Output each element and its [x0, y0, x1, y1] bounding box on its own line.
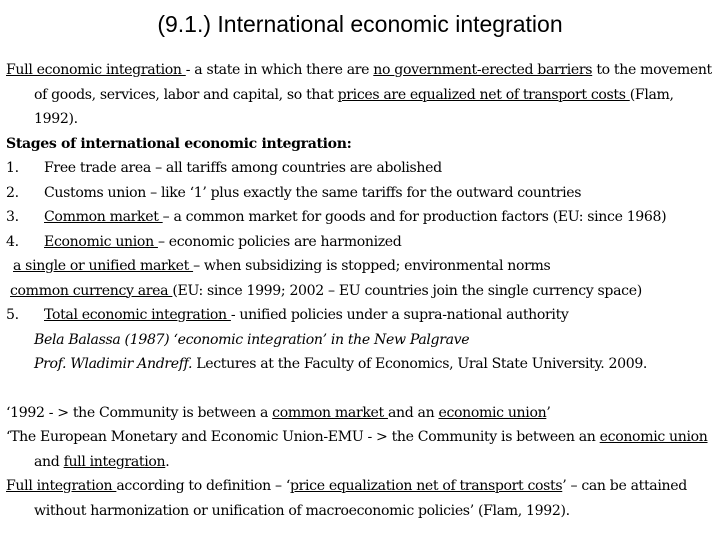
sub-item-text: – when subsidizing is stopped; environmental norms — [193, 258, 551, 274]
spacer — [6, 377, 712, 401]
stage-text: Free trade area – all tariffs among countries are abolished — [44, 160, 442, 176]
quote-text-1: according to definition – ‘ — [116, 478, 290, 494]
term-full-integration: Full integration — [6, 478, 117, 494]
quote-full-integration — [6, 474, 712, 523]
stage-text: - unified policies under a supra-national authority — [230, 307, 569, 323]
term-price-equalization: price equalization net of transport costs — [289, 478, 563, 494]
stage-text: Customs union – like ‘1’ plus exactly the same tariffs for the outward countries — [44, 184, 582, 201]
quote-emu — [6, 425, 712, 474]
term-common-currency-area: common currency area — [10, 282, 173, 299]
stages-heading: Stages of international economic integration: — [6, 135, 352, 152]
slide-title: (9.1.) International economic integration — [157, 11, 563, 37]
sub-item-currency-area — [6, 279, 712, 304]
stage-text: – a common market for goods and for production factors (EU: since 1968) — [162, 209, 667, 225]
term-common-market: Common market — [44, 209, 163, 225]
sub-item-text: (EU: since 1999; 2002 – EU countries join the single currency space) — [172, 282, 642, 299]
stage-item-2 — [6, 181, 712, 206]
term-total-integration: Total economic integration — [44, 307, 231, 323]
term-single-market: a single or unified market — [13, 258, 194, 274]
slide-body — [6, 58, 712, 523]
quote-text-1: ‘The European Monetary and Economic Union-EMU - > the Community is between an — [6, 429, 600, 445]
term-economic-union: Economic union — [44, 233, 158, 250]
stage-number: 4. — [6, 233, 19, 250]
stage-number: 1. — [6, 160, 19, 176]
definition-paragraph — [6, 58, 712, 132]
quote-text-2: ’ – can be attained without harmonization or unification of macroeconomic policies’ (Flam, 1992). — [34, 478, 687, 519]
reference-author: Prof. Wladimir Andreff. — [34, 356, 193, 372]
term-common-market: common market — [272, 404, 388, 421]
term-full-economic-integration: Full economic integration — [6, 62, 186, 78]
stage-number: 5. — [6, 307, 19, 323]
stage-number: 3. — [6, 209, 19, 225]
stage-item-4 — [6, 230, 712, 255]
stage-item-1 — [6, 156, 712, 181]
reference-text: Lectures at the Faculty of Economics, Ural State University. 2009. — [192, 356, 648, 372]
quote-text-1: ‘1992 - > the Community is between a — [6, 404, 273, 421]
sub-item-single-market — [6, 254, 712, 279]
stage-text: – economic policies are harmonized — [157, 233, 402, 250]
term-full-integration: full integration — [63, 453, 166, 470]
term-economic-union: economic union — [438, 404, 547, 421]
def-text-1: - a state in which there are — [185, 62, 374, 78]
quote-1992 — [6, 401, 712, 426]
stage-item-3 — [6, 205, 712, 230]
stage-number: 2. — [6, 184, 19, 201]
quote-text-3: ’ — [546, 404, 551, 421]
def-text-3: (Flam, 1992). — [34, 86, 674, 127]
quote-text-2: and an — [387, 404, 439, 421]
reference-andreff — [6, 352, 712, 377]
term-no-barriers: no government-erected barriers — [373, 62, 593, 78]
stage-item-5 — [6, 303, 712, 328]
quote-text-2: and — [34, 453, 64, 470]
quote-text-3: . — [165, 453, 170, 470]
def-text-2: to the movement of goods, services, labor and capital, so that — [34, 62, 712, 103]
term-prices-equalized: prices are equalized net of transport costs — [337, 86, 630, 103]
reference-balassa: Bela Balassa (1987) ‘economic integration’ in the New Palgrave — [34, 331, 470, 348]
term-economic-union: economic union — [599, 429, 708, 445]
